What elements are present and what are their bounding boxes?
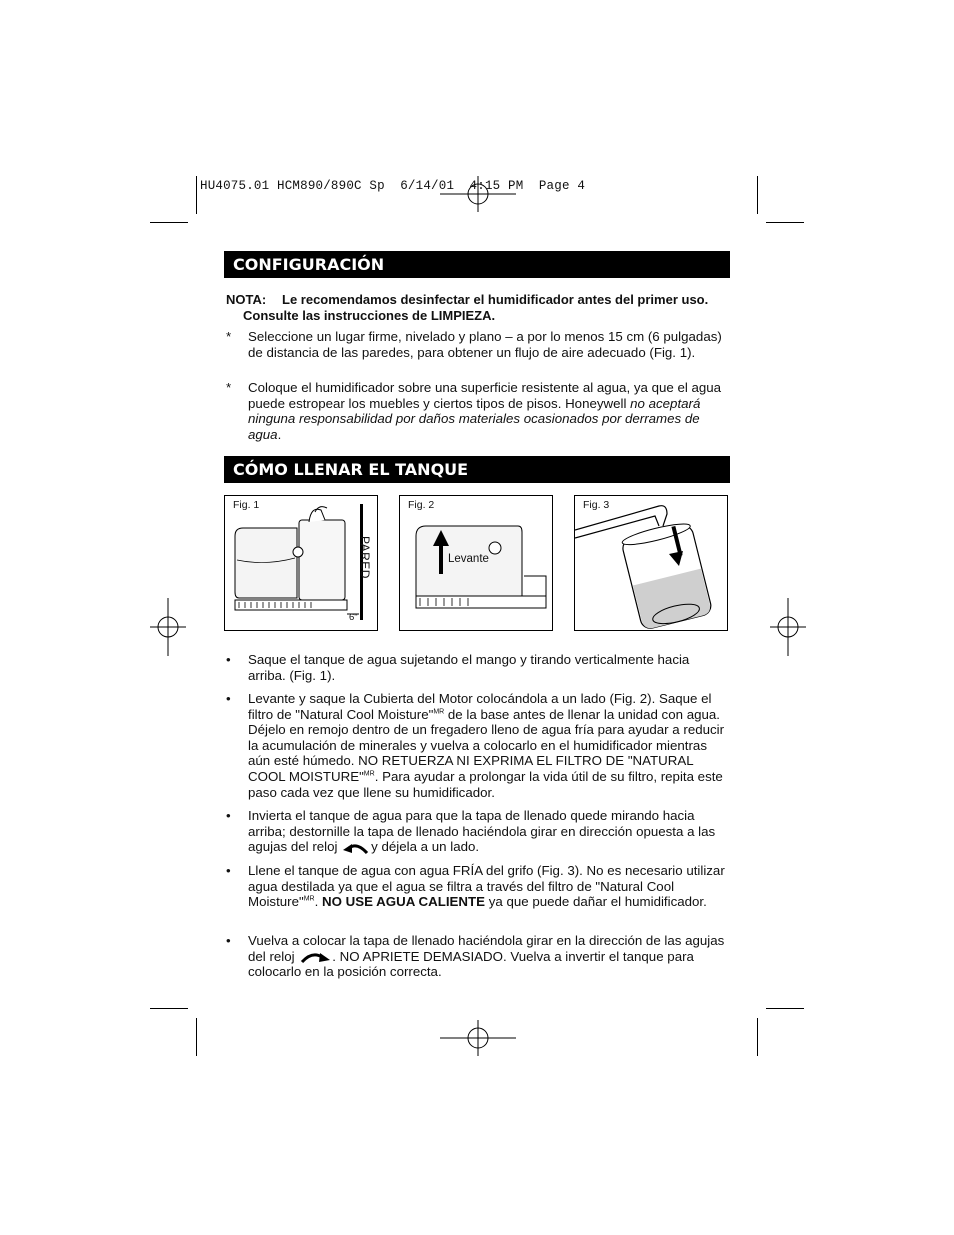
bullet-marker: • bbox=[226, 691, 231, 706]
crop-mark bbox=[757, 1018, 758, 1056]
tank-filling-illustration bbox=[575, 496, 727, 630]
bullet-marker: • bbox=[226, 808, 231, 823]
list-item bbox=[226, 380, 726, 442]
nota-label: NOTA: bbox=[226, 292, 267, 307]
humidifier-tank-removal-illustration bbox=[225, 496, 377, 630]
distance-label: 6" bbox=[349, 612, 358, 623]
list-item-text: Llene el tanque de agua con agua FRÍA del grifo (Fig. 3). No es necesario utilizar agua destilada ya que el agua se filtra a través del filtro de "Natural Cool Moisture"$^{MR}$. NO USE AGUA CALIENTE ya que puede dañar el humidificador. bbox=[248, 863, 725, 910]
list-item bbox=[226, 863, 726, 910]
crop-mark bbox=[766, 222, 804, 223]
list-item bbox=[226, 691, 726, 800]
list-item bbox=[226, 933, 726, 980]
section-title-llenar-tanque: CÓMO LLENAR EL TANQUE bbox=[224, 456, 730, 483]
crop-mark bbox=[196, 176, 197, 214]
crop-mark bbox=[757, 176, 758, 214]
figure-label: Fig. 1 bbox=[233, 499, 260, 511]
bullet-marker: • bbox=[226, 933, 231, 948]
bullet-marker: * bbox=[226, 380, 232, 395]
bullet-marker: * bbox=[226, 329, 232, 344]
registration-mark-right bbox=[770, 598, 806, 656]
list-item-text: Levante y saque la Cubierta del Motor colocándola a un lado (Fig. 2). Saque el filtro de "Natural Cool Moisture"$^{MR}$ de la base antes de llenar la unidad con agua. Déjelo en remojo dentro de un fregadero lleno de agua fría para ayudar a reducir la acumulación de minerales y vuelva a colocarlo en el humidificador mientras aún esté húmedo. NO RETUERZA NI EXPRIMA EL FILTRO DE "NATURAL COOL MOISTURE"$^{MR}$. Para ayudar a prolongar la vida útil de su filtro, repita este paso cada vez que llene su humidificador. bbox=[248, 691, 725, 800]
crop-mark bbox=[196, 1018, 197, 1056]
list-item-text: Saque el tanque de agua sujetando el mango y tirando verticalmente hacia arriba. (Fig. 1). bbox=[248, 652, 690, 683]
bullet-marker: • bbox=[226, 652, 231, 667]
warning-bold: NO USE AGUA CALIENTE bbox=[322, 894, 486, 910]
list-item-text: Coloque el humidificador sobre una superficie resistente al agua, ya que el agua puede estropear los muebles y ciertos tipos de pisos. Honeywell no aceptará ninguna responsabilidad por daños materiales ocasionados por derrames de agua. bbox=[248, 380, 722, 442]
crop-mark bbox=[766, 1008, 804, 1009]
list-item bbox=[226, 329, 726, 360]
nota-block bbox=[226, 292, 736, 323]
counterclockwise-arrow-icon bbox=[343, 842, 369, 854]
registration-mark-left bbox=[150, 598, 186, 656]
crop-mark bbox=[150, 222, 188, 223]
list-item-text: Seleccione un lugar firme, nivelado y plano – a por lo menos 15 cm (6 pulgadas) de distancia de las paredes, para obtener un flujo de aire adecuado (Fig. 1). bbox=[248, 329, 722, 360]
crop-mark bbox=[150, 1008, 188, 1009]
list-item-text: Invierta el tanque de agua para que la tapa de llenado quede mirando hacia arriba; destornille la tapa de llenado haciéndola girar en dirección opuesta a las agujas del reloj y déjela a un lado. bbox=[248, 808, 716, 855]
nota-line1: Le recomendamos desinfectar el humidificador antes del primer uso. bbox=[282, 292, 709, 307]
section-title-configuracion: CONFIGURACIÓN bbox=[224, 251, 730, 278]
bullet-marker: • bbox=[226, 863, 231, 878]
clockwise-arrow-icon bbox=[300, 951, 330, 963]
wall-label: PARED bbox=[358, 536, 372, 579]
disclaimer-italic: no aceptará ninguna responsabilidad por daños materiales ocasionados por derrames de agua bbox=[248, 395, 701, 442]
figure-label: Fig. 2 bbox=[408, 499, 435, 511]
print-slug: HU4075.01 HCM890/890C Sp 6/14/01 4:15 PM Page 4 bbox=[200, 179, 586, 193]
figure-2 bbox=[399, 495, 553, 631]
registration-mark-bottom bbox=[440, 1020, 516, 1056]
nota-line2: Consulte las instrucciones de LIMPIEZA. bbox=[243, 307, 496, 323]
figure-label: Fig. 3 bbox=[583, 499, 610, 511]
figure-1 bbox=[224, 495, 378, 631]
list-item-text: Vuelva a colocar la tapa de llenado haciéndola girar en la dirección de las agujas del reloj . NO APRIETE DEMASIADO. Vuelva a invertir el tanque para colocarlo en la posición correcta. bbox=[248, 933, 725, 980]
list-item bbox=[226, 652, 726, 683]
list-item bbox=[226, 808, 726, 855]
lift-label: Levante bbox=[448, 553, 489, 565]
figure-3 bbox=[574, 495, 728, 631]
